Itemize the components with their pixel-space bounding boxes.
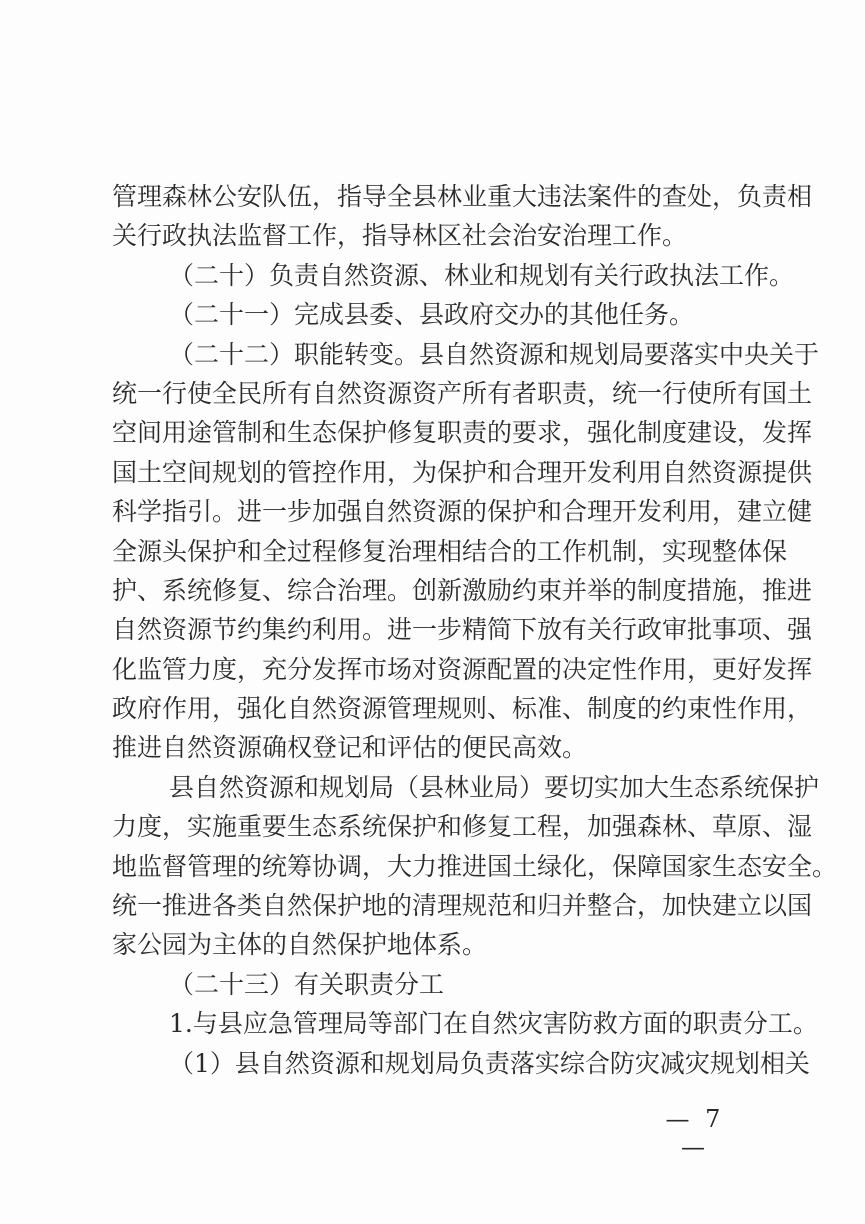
text-line: 推进自然资源确权登记和评估的便民高效。 [112,733,588,763]
text-line: 国土空间规划的管控作用，为保护和合理开发利用自然资源提供 [112,457,813,487]
subsection-heading: 1.与县应急管理局等部门在自然灾害防救方面的职责分工。 [169,1009,818,1039]
section-heading-20: （二十）负责自然资源、林业和规划有关行政执法工作。 [169,260,795,290]
text-line: 空间用途管制和生态保护修复职责的要求，强化制度建设，发挥 [112,418,813,448]
text-line: 化监管力度，充分发挥市场对资源配置的决定性作用，更好发挥 [112,654,813,684]
text-line: 政府作用，强化自然资源管理规则、标准、制度的约束性作用， [112,694,813,724]
text-line: 地监督管理的统筹协调，大力推进国土绿化，保障国家生态安全。 [112,851,838,881]
section-heading-22: （二十二）职能转变。县自然资源和规划局要落实中央关于 [169,339,820,369]
page-number: — 7 — [665,1105,725,1161]
paragraph-start: 县自然资源和规划局（县林业局）要切实加大生态系统保护 [169,772,820,802]
list-item: （1）县自然资源和规划局负责落实综合防灾减灾规划相关 [169,1048,810,1078]
text-line: 全源头保护和全过程修复治理相结合的工作机制，实现整体保 [112,536,788,566]
text-line: 关行政执法监督工作，指导林区社会治安治理工作。 [112,221,688,251]
text-line: 家公园为主体的自然保护地体系。 [112,930,488,960]
text-line: 力度，实施重要生态系统保护和修复工程，加强森林、草原、湿 [112,812,813,842]
text-line: 统一行使全民所有自然资源资产所有者职责，统一行使所有国土 [112,378,813,408]
text-line: 科学指引。进一步加强自然资源的保护和合理开发利用，建立健 [112,497,813,527]
text-line: 管理森林公安队伍，指导全县林业重大违法案件的查处，负责相 [112,182,813,211]
text-line: 统一推进各类自然保护地的清理规范和归并整合，加快建立以国 [112,891,813,921]
body-text [112,177,838,1083]
text-line: 护、系统修复、综合治理。创新激励约束并举的制度措施，推进 [112,575,813,605]
section-heading-21: （二十一）完成县委、县政府交办的其他任务。 [169,300,695,330]
section-heading-23: （二十三）有关职责分工 [169,969,445,999]
text-line: 自然资源节约集约利用。进一步精简下放有关行政审批事项、强 [112,615,813,645]
